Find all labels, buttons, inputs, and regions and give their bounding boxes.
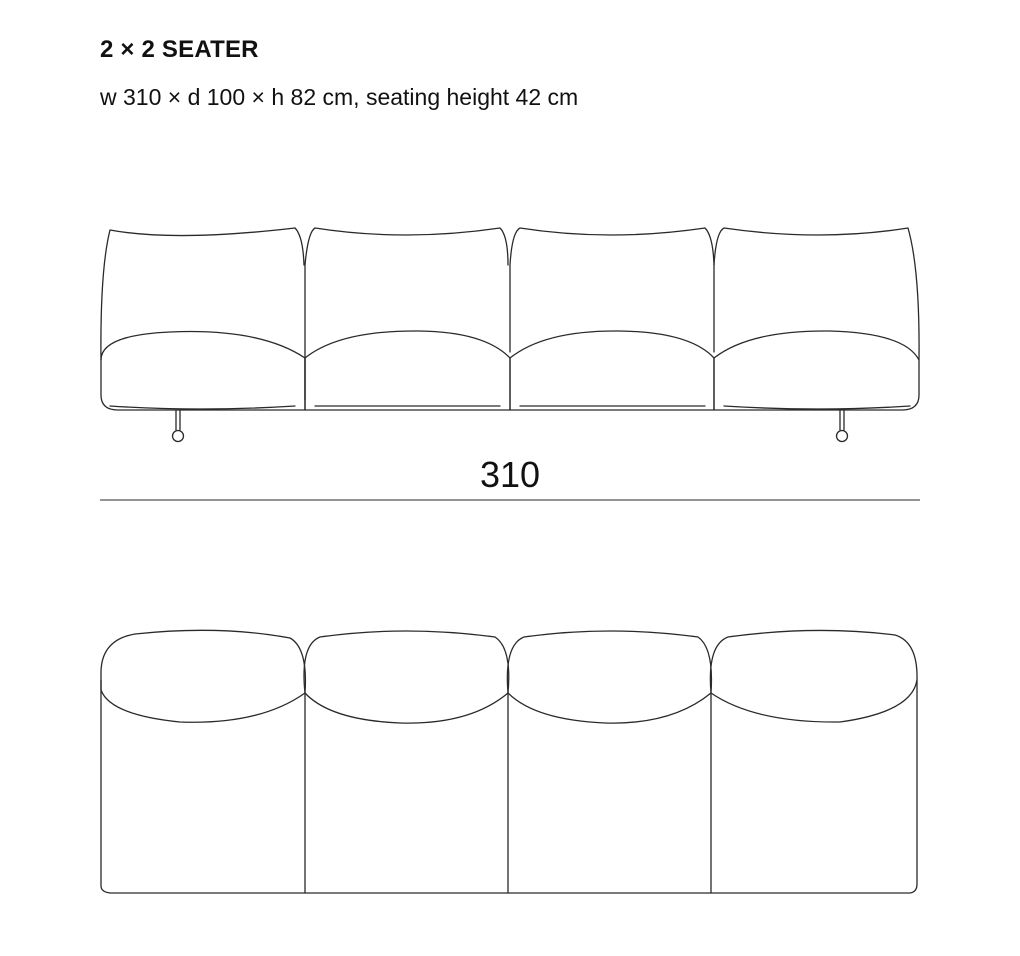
top-cushion-3	[507, 631, 711, 723]
front-module-3-back	[510, 228, 714, 352]
front-leg-right	[837, 410, 848, 442]
front-module-4-seat	[714, 331, 919, 410]
front-module-3-seat	[510, 331, 714, 410]
front-module-2	[305, 228, 510, 410]
product-dimensions: w 310 × d 100 × h 82 cm, seating height 42 cm	[100, 84, 579, 110]
front-module-4-back	[714, 228, 919, 360]
top-dividers	[305, 693, 711, 893]
top-view	[101, 630, 917, 893]
top-cushion-4	[710, 630, 917, 722]
front-module-1-seat	[101, 332, 305, 410]
width-dimension	[100, 454, 920, 500]
front-leg-left	[173, 410, 184, 442]
top-cushion-2	[304, 631, 509, 723]
front-view	[101, 228, 919, 442]
width-dimension-label: 310	[479, 454, 541, 495]
front-module-1-back	[101, 228, 305, 400]
top-cushion-1	[101, 630, 305, 722]
front-module-2-back	[305, 228, 508, 352]
front-module-3	[510, 228, 714, 410]
product-title: 2 × 2 SEATER	[100, 36, 259, 63]
front-module-2-seat	[305, 331, 510, 410]
front-module-4	[714, 228, 919, 410]
front-module-1	[101, 228, 305, 410]
top-outline	[101, 680, 917, 893]
